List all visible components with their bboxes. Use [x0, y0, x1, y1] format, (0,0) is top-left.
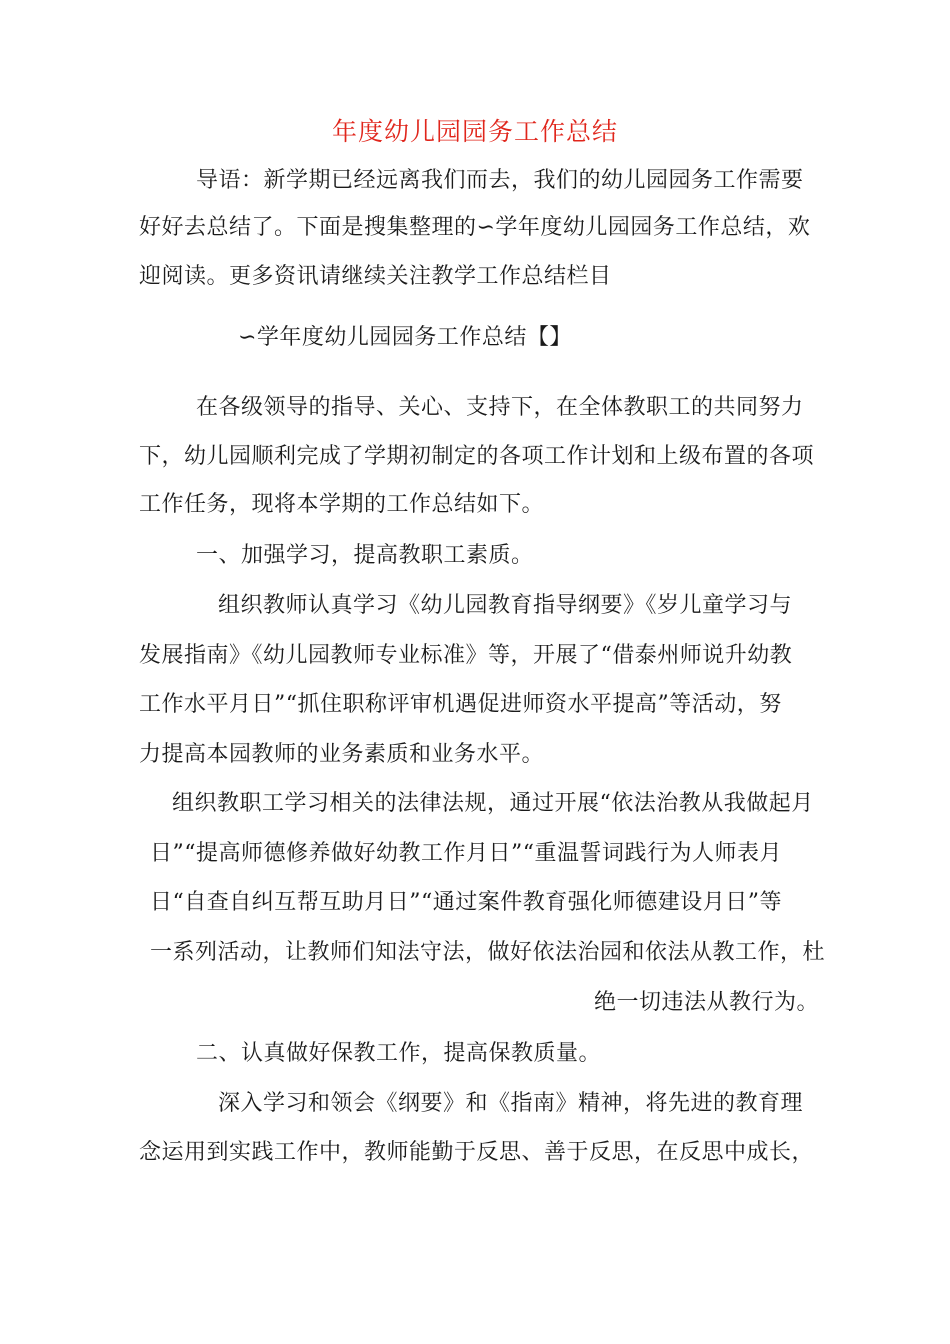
heading-one: 一、加强学习，提高教职工素质。 — [196, 543, 534, 568]
intro-line-3: 迎阅读。更多资讯请继续关注教学工作总结栏目 — [139, 264, 612, 289]
intro-line-2: 好好去总结了。下面是搜集整理的∽学年度幼儿园园务工作总结，欢 — [139, 215, 811, 240]
paragraph-line: 绝一切违法从教行为。 — [594, 990, 820, 1015]
intro-line-1: 导语：新学期已经远离我们而去，我们的幼儿园园务工作需要 — [196, 168, 804, 193]
paragraph-line: 下，幼儿园顺利完成了学期初制定的各项工作计划和上级布置的各项 — [139, 444, 815, 469]
paragraph-line: 念运用到实践工作中，教师能勤于反思、善于反思，在反思中成长， — [139, 1140, 815, 1165]
paragraph-line: 在各级领导的指导、关心、支持下，在全体教职工的共同努力 — [196, 395, 804, 420]
paragraph-line: 日”“提高师德修养做好幼教工作月日”“重温誓词践行为人师表月 — [150, 841, 782, 866]
paragraph-line: 发展指南》《幼儿园教师专业标准》等，开展了“借泰州师说升幼教 — [139, 643, 793, 668]
paragraph-line: 组织教职工学习相关的法律法规，通过开展“依法治教从我做起月 — [172, 791, 814, 816]
paragraph-line: 深入学习和领会《纲要》和《指南》精神，将先进的教育理 — [218, 1091, 804, 1116]
heading-two: 二、认真做好保教工作，提高保教质量。 — [196, 1041, 602, 1066]
paragraph-line: 一系列活动，让教师们知法守法，做好依法治园和依法从教工作，杜 — [150, 940, 826, 965]
document-title: 年度幼儿园园务工作总结 — [331, 117, 618, 146]
paragraph-line: 日“自查自纠互帮互助月日”“通过案件教育强化师德建设月日”等 — [150, 890, 782, 915]
paragraph-line: 组织教师认真学习《幼儿园教育指导纲要》《岁儿童学习与 — [218, 593, 793, 618]
paragraph-line: 工作任务，现将本学期的工作总结如下。 — [139, 492, 545, 517]
section-heading: ∽学年度幼儿园园务工作总结【】 — [238, 325, 572, 350]
paragraph-line: 工作水平月日”“抓住职称评审机遇促进师资水平提高”等活动，努 — [139, 692, 782, 717]
paragraph-line: 力提高本园教师的业务素质和业务水平。 — [139, 742, 545, 767]
